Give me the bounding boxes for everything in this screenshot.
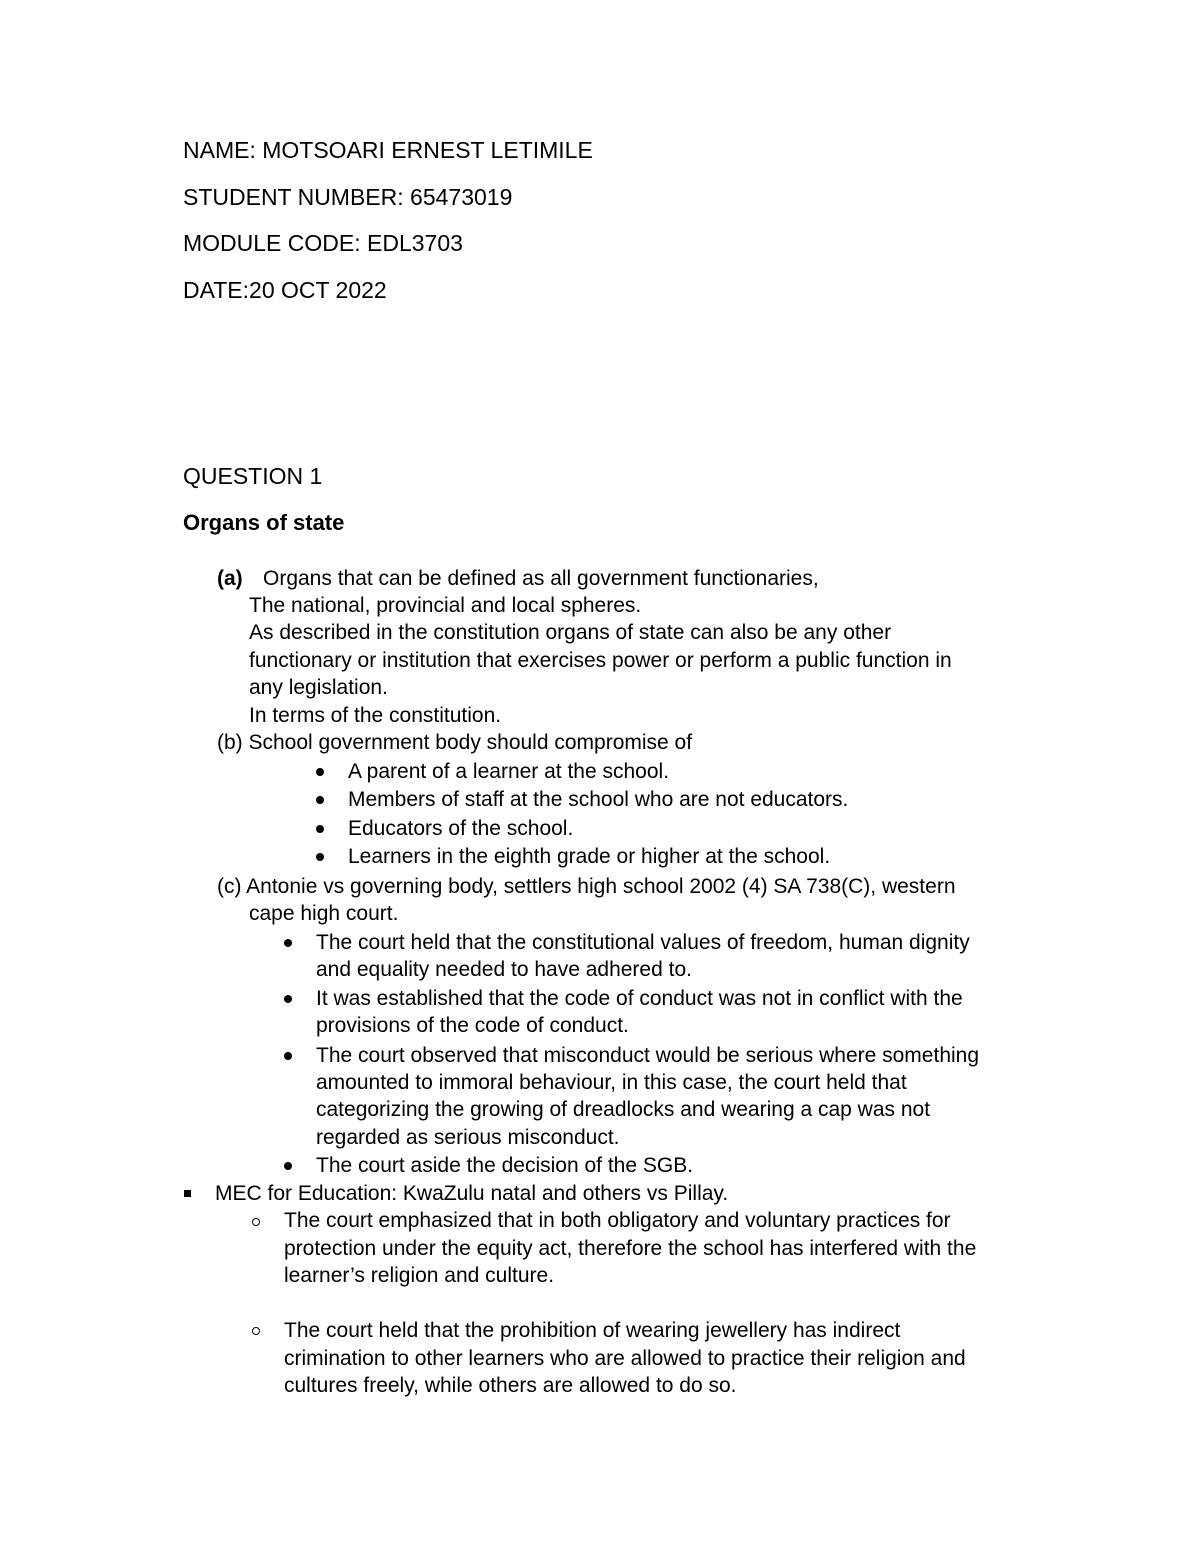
student-number: STUDENT NUMBER: 65473019 bbox=[183, 184, 513, 210]
question-title: QUESTION 1 bbox=[183, 463, 323, 489]
list-item: protection under the equity act, therefore the school has interfered with the bbox=[284, 1237, 977, 1260]
bullet-icon bbox=[284, 939, 292, 947]
list-item: A parent of a learner at the school. bbox=[348, 760, 670, 783]
list-item: Educators of the school. bbox=[348, 817, 574, 840]
part-b-label: (b) School government body should compromise of bbox=[217, 731, 693, 754]
part-c-label: (c) Antonie vs governing body, settlers high school 2002 (4) SA 738(C), western bbox=[217, 875, 956, 898]
bullet-icon bbox=[284, 1052, 292, 1060]
list-item: provisions of the code of conduct. bbox=[316, 1014, 629, 1037]
list-item: Learners in the eighth grade or higher at the school. bbox=[348, 845, 831, 868]
circle-bullet-icon bbox=[252, 1218, 260, 1226]
bullet-icon bbox=[316, 796, 324, 804]
part-a-line: The national, provincial and local spheres. bbox=[249, 594, 642, 617]
list-item: The court aside the decision of the SGB. bbox=[316, 1154, 694, 1177]
case-title: MEC for Education: KwaZulu natal and others vs Pillay. bbox=[215, 1182, 729, 1205]
student-name: NAME: MOTSOARI ERNEST LETIMILE bbox=[183, 137, 593, 163]
list-item: amounted to immoral behaviour, in this case, the court held that bbox=[316, 1071, 907, 1094]
circle-bullet-icon bbox=[252, 1327, 260, 1335]
list-item: The court emphasized that in both obligatory and voluntary practices for bbox=[284, 1209, 951, 1232]
bullet-icon bbox=[316, 825, 324, 833]
list-item: The court observed that misconduct would be serious where something bbox=[316, 1044, 980, 1067]
bullet-icon bbox=[316, 768, 324, 776]
part-a-line: any legislation. bbox=[249, 676, 388, 699]
submission-date: DATE:20 OCT 2022 bbox=[183, 277, 387, 303]
part-c-label: cape high court. bbox=[249, 902, 399, 925]
bullet-icon bbox=[284, 995, 292, 1003]
square-bullet-icon bbox=[184, 1190, 191, 1197]
part-a-label: (a) bbox=[217, 567, 243, 590]
list-item: learner’s religion and culture. bbox=[284, 1264, 555, 1287]
list-item: The court held that the prohibition of wearing jewellery has indirect bbox=[284, 1319, 901, 1342]
list-item: crimination to other learners who are allowed to practice their religion and bbox=[284, 1347, 966, 1370]
bullet-icon bbox=[284, 1162, 292, 1170]
list-item: It was established that the code of conduct was not in conflict with the bbox=[316, 987, 963, 1010]
list-item: The court held that the constitutional values of freedom, human dignity bbox=[316, 931, 970, 954]
list-item: cultures freely, while others are allowed to do so. bbox=[284, 1374, 737, 1397]
module-code: MODULE CODE: EDL3703 bbox=[183, 230, 463, 256]
part-a-line: Organs that can be defined as all government functionaries, bbox=[263, 567, 819, 590]
part-a-line: functionary or institution that exercises power or perform a public function in bbox=[249, 649, 952, 672]
list-item: categorizing the growing of dreadlocks and wearing a cap was not bbox=[316, 1098, 931, 1121]
section-title: Organs of state bbox=[183, 510, 345, 535]
list-item: regarded as serious misconduct. bbox=[316, 1126, 620, 1149]
list-item: and equality needed to have adhered to. bbox=[316, 958, 692, 981]
part-a-line: In terms of the constitution. bbox=[249, 704, 502, 727]
part-a-line: As described in the constitution organs of state can also be any other bbox=[249, 621, 892, 644]
bullet-icon bbox=[316, 853, 324, 861]
list-item: Members of staff at the school who are not educators. bbox=[348, 788, 849, 811]
